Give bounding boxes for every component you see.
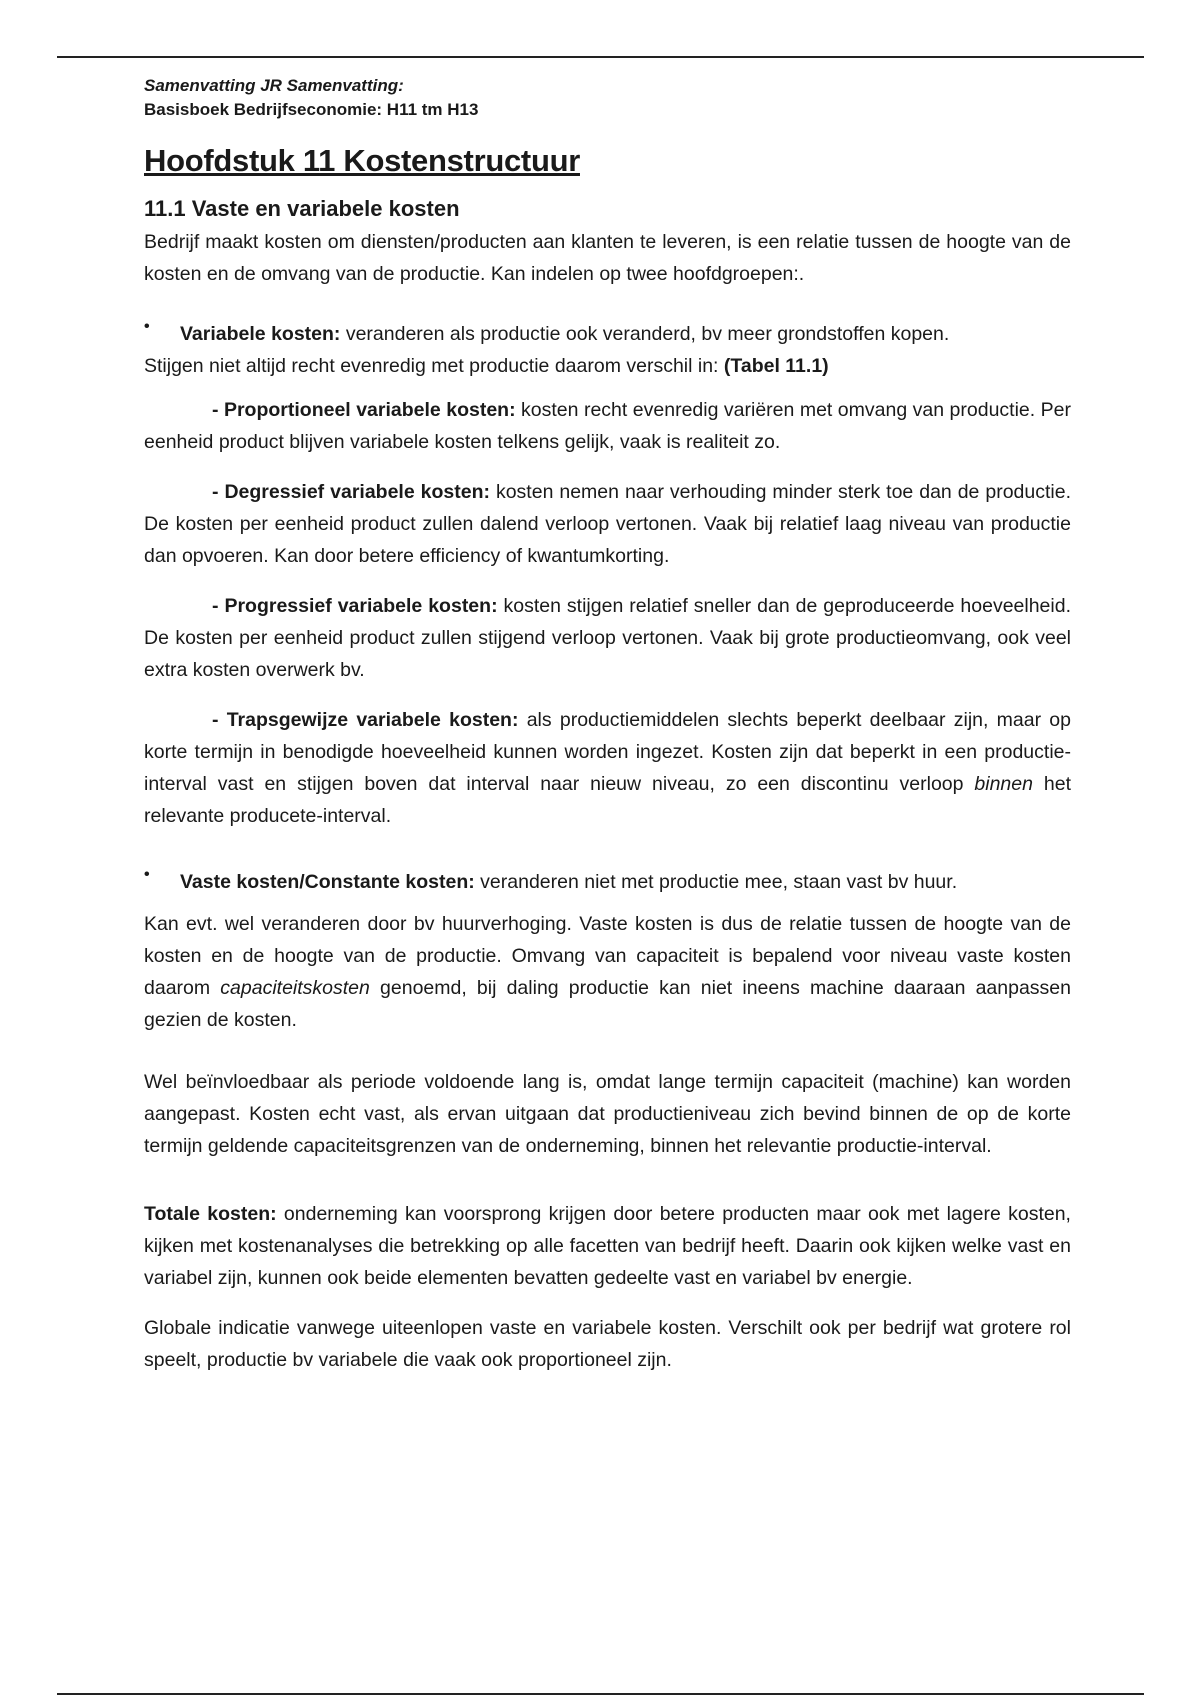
degressive-costs-term: - Degressief variabele kosten: xyxy=(212,481,490,503)
proportional-costs-term: - Proportioneel variabele kosten: xyxy=(212,399,516,421)
fixed-costs-paragraph xyxy=(144,908,1071,1036)
progressive-costs-text: kosten stijgen relatief sneller dan de geproduceerde hoeveelheid. De kosten per eenheid product zullen stijgend verloop vertonen. Vaak bij grote productieomvang, ook veel extra kosten overwerk bv. xyxy=(144,595,1071,681)
total-costs-text: onderneming kan voorsprong krijgen door betere producten maar ook met lagere kosten, kijken met kostenanalyses die betrekking op alle facetten van bedrijf heeft. Daarin ook kijken welke vast en variabel zijn, kunnen ook beide elementen bevatten gedeelte vast en variabel bv energie. xyxy=(144,1203,1071,1289)
variable-costs-text: veranderen als productie ook veranderd, bv meer grondstoffen kopen. xyxy=(340,323,950,345)
variable-costs-line xyxy=(144,318,1071,350)
total-costs-paragraph xyxy=(144,1198,1071,1294)
fixed-costs-para-b: genoemd, bij daling productie kan niet ineens machine daaraan aanpassen gezien de kosten. xyxy=(144,977,1071,1031)
proportional-costs-text: kosten recht evenredig variëren met omvang van productie. Per eenheid product blijven variabele kosten telkens gelijk, vaak is realiteit zo. xyxy=(144,399,1071,453)
table-reference: (Tabel 11.1) xyxy=(723,355,829,377)
stepwise-costs-paragraph xyxy=(144,704,1071,832)
fixed-costs-text: veranderen niet met productie mee, staan vast bv huur. xyxy=(474,871,958,893)
variable-costs-cont-text: Stijgen niet altijd recht evenredig met productie daarom verschil in: xyxy=(144,355,724,377)
closing-paragraph: Globale indicatie vanwege uiteenlopen vaste en variabele kosten. Verschilt ook per bedrijf wat grotere rol speelt, productie bv variabele die vaak ook proportioneel zijn. xyxy=(144,1317,1071,1371)
fixed-costs-term: Vaste kosten/Constante kosten: xyxy=(180,871,475,893)
stepwise-costs-emphasis: binnen xyxy=(974,773,1033,795)
stepwise-costs-tail: het relevante producete-interval. xyxy=(144,773,1071,827)
header-line-1: Samenvatting JR Samenvatting: xyxy=(144,76,404,95)
document-page xyxy=(144,74,1071,1376)
section-title: 11.1 Vaste en variabele kosten xyxy=(144,196,460,221)
fixed-costs-bullet xyxy=(144,866,1071,898)
total-costs-term: Totale kosten: xyxy=(144,1203,277,1225)
bottom-rule xyxy=(57,1693,1144,1695)
progressive-costs-paragraph xyxy=(144,590,1071,686)
bullet-dot: • xyxy=(144,866,150,883)
top-rule xyxy=(57,56,1144,58)
fixed-costs-para-a: Kan evt. wel veranderen door bv huurverhoging. Vaste kosten is dus de relatie tussen de hoogte van de kosten en de hoogte van de productie. Omvang van capaciteit is bepalend voor niveau vaste kosten daarom xyxy=(144,913,1071,999)
chapter-title: Hoofdstuk 11 Kostenstructuur xyxy=(144,143,580,178)
intro-paragraph: Bedrijf maakt kosten om diensten/producten aan klanten te leveren, is een relatie tussen de hoogte van de kosten en de omvang van de productie. Kan indelen op twee hoofdgroepen:. xyxy=(144,231,1071,285)
stepwise-costs-text: als productiemiddelen slechts beperkt deelbaar zijn, maar op korte termijn in benodigde hoeveelheid kunnen worden ingezet. Kosten zijn dat beperkt in een productie-interval vast en stijgen boven dat interval naar nieuw niveau, zo een discontinu verloop xyxy=(144,709,1071,795)
fixed-costs-line xyxy=(144,866,1071,898)
variable-costs-bullet xyxy=(144,318,1071,382)
progressive-costs-term: - Progressief variabele kosten: xyxy=(212,595,498,617)
degressive-costs-paragraph xyxy=(144,476,1071,572)
capacity-costs-emphasis: capaciteitskosten xyxy=(220,977,370,999)
stepwise-costs-term: - Trapsgewijze variabele kosten: xyxy=(212,709,519,731)
variable-costs-continuation xyxy=(144,350,1071,382)
variable-costs-term: Variabele kosten: xyxy=(180,323,341,345)
degressive-costs-text: kosten nemen naar verhouding minder sterk toe dan de productie. De kosten per eenheid product zullen dalend verloop vertonen. Vaak bij relatief laag niveau van productie dan opvoeren. Kan door betere efficiency of kwantumkorting. xyxy=(144,481,1071,567)
header-line-2: Basisboek Bedrijfseconomie: H11 tm H13 xyxy=(144,100,479,119)
influence-paragraph: Wel beïnvloedbaar als periode voldoende lang is, omdat lange termijn capaciteit (machine) kan worden aangepast. Kosten echt vast, als ervan uitgaan dat productieniveau zich bevind binnen de op de korte termijn geldende capaciteitsgrenzen van de onderneming, binnen het relevantie productie-interval. xyxy=(144,1071,1071,1157)
proportional-costs-paragraph xyxy=(144,394,1071,458)
bullet-dot: • xyxy=(144,318,150,335)
